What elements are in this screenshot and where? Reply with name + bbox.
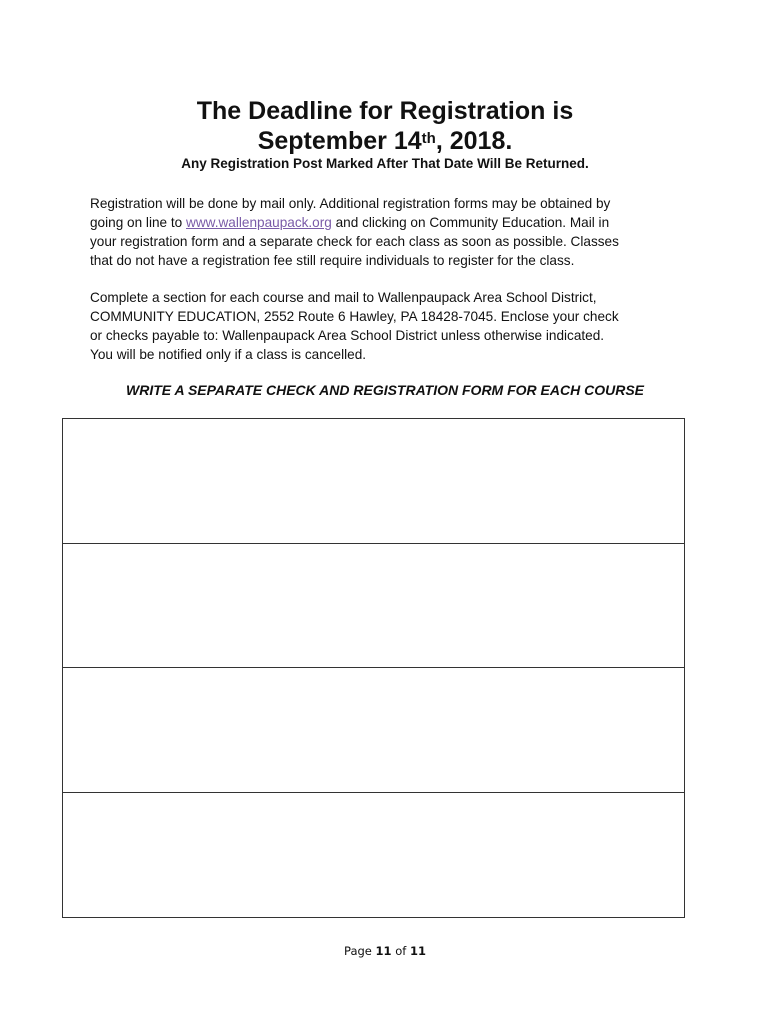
paragraph-line: your registration form and a separate check for each class as soon as possible. Classes	[90, 234, 619, 249]
paragraph-line: Complete a section for each course and mail to Wallenpaupack Area School District,	[90, 290, 597, 305]
paragraph-line	[90, 213, 690, 232]
title-date-suffix: th	[421, 130, 436, 147]
registration-entry-3	[63, 668, 684, 793]
title-text-1: The Deadline for Registration is	[196, 97, 574, 125]
website-link[interactable]: www.wallenpaupack.org	[186, 215, 332, 230]
mailing-instructions-paragraph	[90, 288, 690, 364]
paragraph-line: Registration will be done by mail only. Additional registration forms may be obtained by	[90, 196, 611, 211]
paragraph-line: COMMUNITY EDUCATION, 2552 Route 6 Hawley, PA 18428-7045. Enclose your check	[90, 309, 619, 324]
paragraph-line: that do not have a registration fee still require individuals to register for the class.	[90, 253, 575, 268]
paragraph-line: You will be notified only if a class is cancelled.	[90, 347, 367, 362]
paragraph-line: or checks payable to: Wallenpaupack Area School District unless otherwise indicated.	[90, 328, 605, 343]
registration-entry-4	[63, 793, 684, 918]
separate-check-instruction: WRITE A SEPARATE CHECK AND REGISTRATION FORM FOR EACH COURSE	[126, 382, 644, 398]
paragraph-text: going on line to	[90, 215, 186, 230]
page-label: Page	[344, 944, 376, 958]
registration-entry-1	[63, 419, 684, 544]
page-footer	[0, 943, 770, 959]
title-date-tail: , 2018.	[435, 127, 513, 155]
registration-instructions-paragraph	[90, 194, 690, 270]
title-date-main: September 14	[257, 127, 422, 155]
of-label: of	[391, 944, 410, 958]
paragraph-text: and clicking on Community Education. Mail in	[331, 215, 610, 230]
page-title-line-2	[0, 126, 770, 156]
page-title-line-1	[0, 96, 770, 126]
subtitle-notice: Any Registration Post Marked After That Date Will Be Returned.	[181, 156, 589, 171]
registration-entry-2	[63, 544, 684, 669]
total-page-number: 11	[409, 944, 426, 958]
registration-forms-table	[62, 418, 685, 918]
current-page-number: 11	[375, 944, 392, 958]
